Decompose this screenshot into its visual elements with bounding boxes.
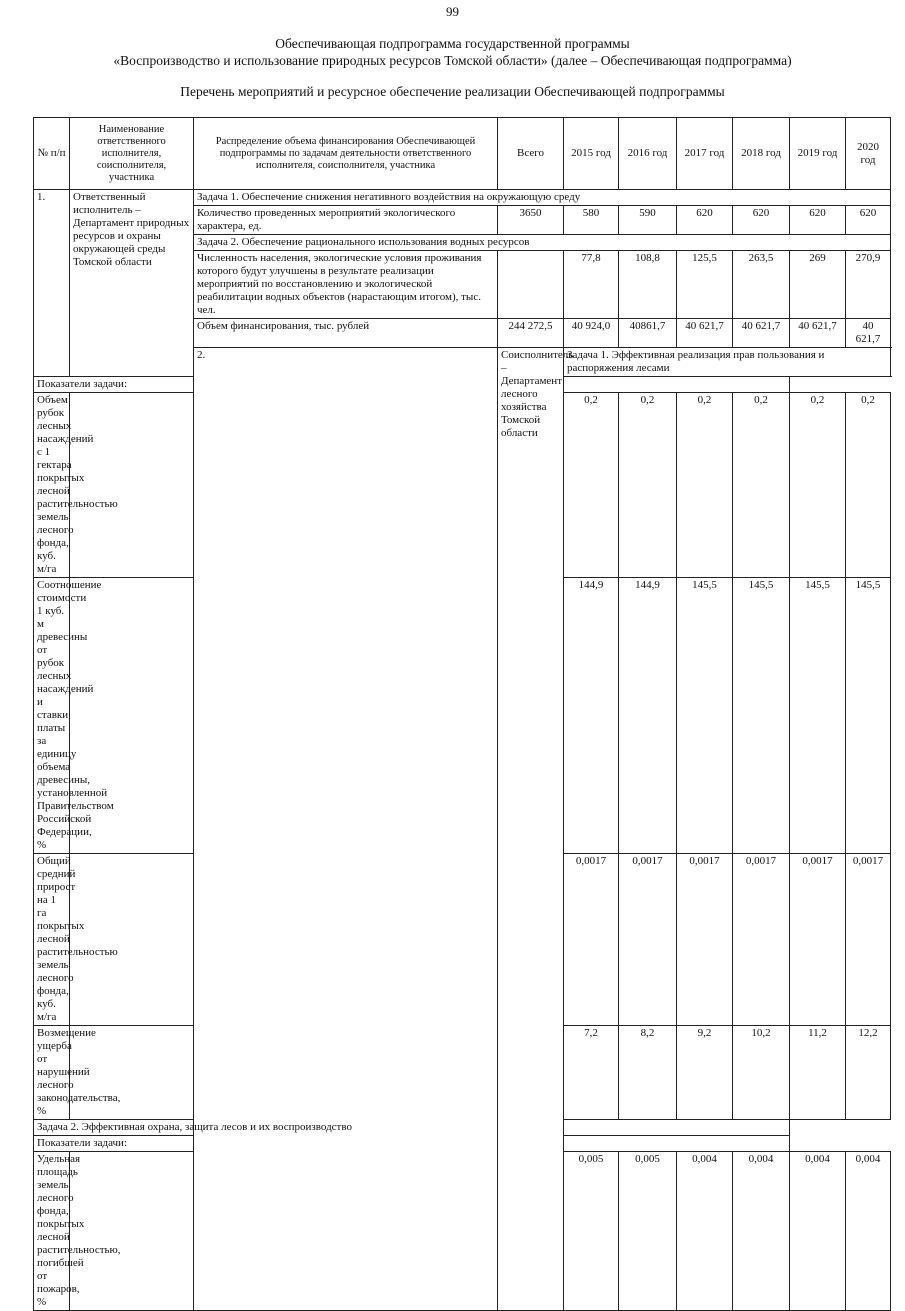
value-2020: 12,2 (846, 1026, 891, 1120)
row-number: 2. (194, 348, 498, 1311)
value-2016: 0,005 (619, 1152, 677, 1311)
table-row (34, 1120, 891, 1136)
value-2019: 0,2 (790, 393, 846, 578)
value-2017: 9,2 (677, 1026, 733, 1120)
indicator-label: Численность населения, экологические условия проживания которого будут улучшены в результате реализации мероприятий по восстановлению и экологической реабилитации водных объектов (нарастающим итогом), тыс. чел. (194, 251, 498, 319)
value-2018: 620 (733, 206, 790, 235)
value-2018: 0,004 (733, 1152, 790, 1311)
value-total (70, 854, 194, 1026)
col-header-2020: 2020 год (846, 118, 891, 190)
value-2020: 40 621,7 (846, 319, 891, 348)
value-2020: 0,0017 (846, 854, 891, 1026)
value-2019: 0,004 (790, 1152, 846, 1311)
page-number: 99 (446, 4, 459, 19)
table-row (34, 1136, 891, 1152)
col-header-2017: 2017 год (677, 118, 733, 190)
funding-table (33, 117, 891, 1311)
value-2016: 0,2 (619, 393, 677, 578)
value-2018: 0,2 (733, 393, 790, 578)
value-2018: 10,2 (733, 1026, 790, 1120)
value-2019: 11,2 (790, 1026, 846, 1120)
value-2015: 0,2 (564, 393, 619, 578)
task-heading: Задача 1. Эффективная реализация прав пользования и распоряжения лесами (564, 348, 891, 377)
task-heading: Задача 2. Обеспечение рационального использования водных ресурсов (194, 235, 891, 251)
col-header-2018: 2018 год (733, 118, 790, 190)
value-2017: 620 (677, 206, 733, 235)
value-2017: 125,5 (677, 251, 733, 319)
value-2016: 0,0017 (619, 854, 677, 1026)
indicator-label: Объем рубок лесных насаждений с 1 гектара покрытых лесной растительностью земель лесного фонда, куб. м/га (34, 393, 70, 578)
value-2019: 620 (790, 206, 846, 235)
value-2020: 270,9 (846, 251, 891, 319)
value-total (70, 1152, 194, 1311)
value-2017: 0,004 (677, 1152, 733, 1311)
task-heading: Задача 2. Эффективная охрана, защита лесов и их воспроизводство (34, 1120, 790, 1136)
col-header-2016: 2016 год (619, 118, 677, 190)
table-header-row (34, 118, 891, 190)
indicator-label: Количество проведенных мероприятий экологического характера, ед. (194, 206, 498, 235)
value-2020: 0,004 (846, 1152, 891, 1311)
col-header-2019: 2019 год (790, 118, 846, 190)
indicators-heading: Показатели задачи: (34, 1136, 790, 1152)
indicator-label: Удельная площадь земель лесного фонда, покрытых лесной растительностью, погибшей от пожаров, % (34, 1152, 70, 1311)
indicator-label: Общий средний прирост на 1 га покрытых лесной растительностью земель лесного фонда, куб. м/га (34, 854, 70, 1026)
value-2020: 620 (846, 206, 891, 235)
value-total: 244 272,5 (498, 319, 564, 348)
value-2015: 0,005 (564, 1152, 619, 1311)
value-total: 3650 (498, 206, 564, 235)
value-2016: 144,9 (619, 578, 677, 854)
col-header-num: № п/п (34, 118, 70, 190)
value-2020: 0,2 (846, 393, 891, 578)
document-title-line1: Обеспечивающая подпрограмма государственной программы (275, 36, 630, 51)
executor-name: Ответственный исполнитель – Департамент природных ресурсов и охраны окружающей среды Томской области (70, 190, 194, 377)
value-2018: 263,5 (733, 251, 790, 319)
value-2019: 40 621,7 (790, 319, 846, 348)
value-2015: 40 924,0 (564, 319, 619, 348)
value-2016: 108,8 (619, 251, 677, 319)
value-total (70, 393, 194, 578)
value-2015: 77,8 (564, 251, 619, 319)
value-2017: 0,2 (677, 393, 733, 578)
document-title-line2: «Воспроизводство и использование природных ресурсов Томской области» (далее – Обеспечивающая подпрограмма) (113, 53, 792, 68)
value-2017: 0,0017 (677, 854, 733, 1026)
value-2019: 145,5 (790, 578, 846, 854)
col-header-distribution: Распределение объема финансирования Обеспечивающей подпрограммы по задачам деятельности ответственного исполнителя, соисполнителя, участника (194, 118, 498, 190)
table-row (34, 377, 891, 393)
col-header-total: Всего (498, 118, 564, 190)
value-total (498, 251, 564, 319)
task-heading: Задача 1. Обеспечение снижения негативного воздействия на окружающую среду (194, 190, 891, 206)
value-2018: 40 621,7 (733, 319, 790, 348)
row-number: 1. (34, 190, 70, 377)
value-2015: 7,2 (564, 1026, 619, 1120)
col-header-2015: 2015 год (564, 118, 619, 190)
value-2015: 0,0017 (564, 854, 619, 1026)
value-2016: 40861,7 (619, 319, 677, 348)
table-row (34, 190, 891, 206)
value-2018: 0,0017 (733, 854, 790, 1026)
value-2016: 8,2 (619, 1026, 677, 1120)
funding-label: Объем финансирования, тыс. рублей (194, 319, 498, 348)
executor-name: Соисполнитель – Департамент лесного хозяйства Томской области (498, 348, 564, 1311)
value-2019: 0,0017 (790, 854, 846, 1026)
value-2019: 269 (790, 251, 846, 319)
value-2016: 590 (619, 206, 677, 235)
value-2017: 145,5 (677, 578, 733, 854)
value-2015: 144,9 (564, 578, 619, 854)
value-2015: 580 (564, 206, 619, 235)
value-2018: 145,5 (733, 578, 790, 854)
indicators-heading: Показатели задачи: (34, 377, 790, 393)
indicator-label: Возмещение ущерба от нарушений лесного законодательства, % (34, 1026, 70, 1120)
indicator-label: Соотношение стоимости 1 куб. м древесины от рубок лесных насаждений и ставки платы за единицу объема древесины, установленной Правительством Российской Федерации, % (34, 578, 70, 854)
table-caption: Перечень мероприятий и ресурсное обеспечение реализации Обеспечивающей подпрограммы (180, 84, 725, 99)
value-2017: 40 621,7 (677, 319, 733, 348)
col-header-executor: Наименование ответственного исполнителя, соисполнителя, участника (70, 118, 194, 190)
value-2020: 145,5 (846, 578, 891, 854)
